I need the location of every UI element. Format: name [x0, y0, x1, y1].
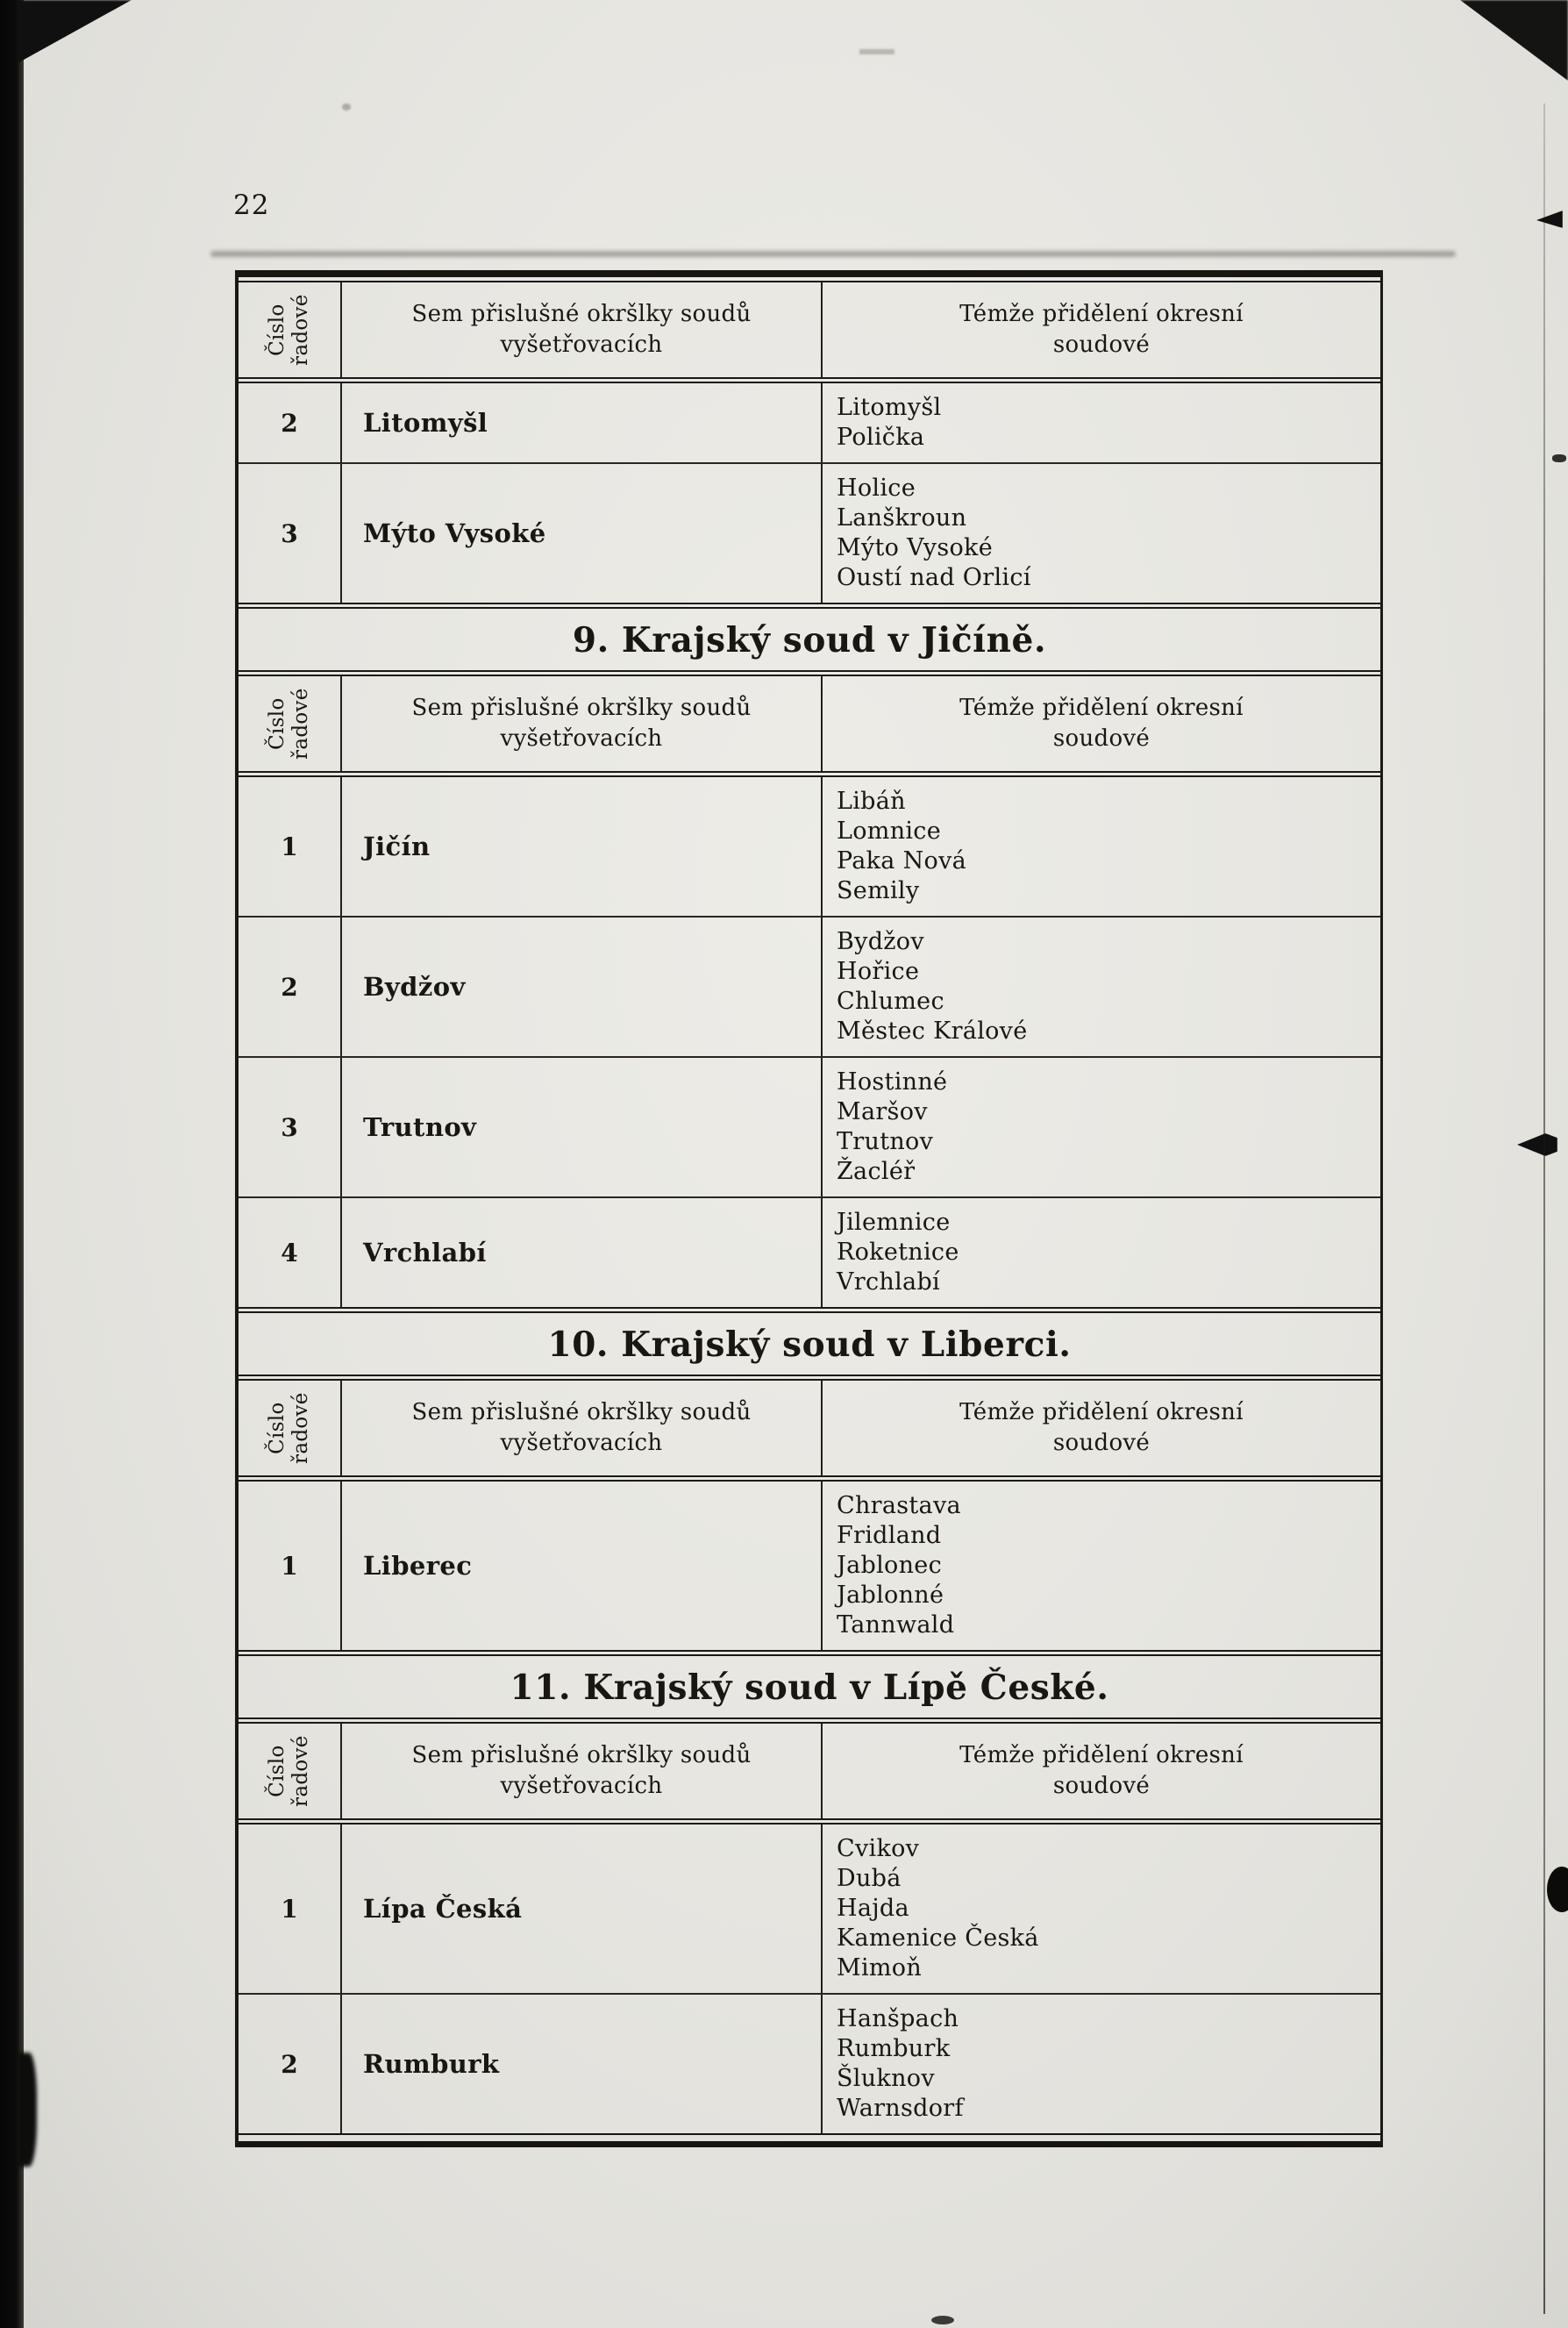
table-body [239, 282, 1380, 2133]
scan-mark-bottom [931, 2316, 954, 2324]
row-number: 2 [239, 383, 342, 462]
court-table [235, 270, 1383, 2147]
scan-corner-top-left [18, 0, 132, 63]
district-name: Hajda [837, 1895, 909, 1922]
district-name: Lomnice [837, 818, 942, 845]
scan-edge-blot [18, 2053, 37, 2167]
court-name: Rumburk [342, 1995, 823, 2133]
district-name: Hořice [837, 958, 920, 985]
header-col-districts [823, 282, 1380, 377]
row-number: 3 [239, 464, 342, 603]
district-name: Lanškroun [837, 504, 967, 532]
district-name: Bydžov [837, 928, 924, 955]
scan-mark-right-2 [1552, 454, 1566, 462]
scan-mark-right-1 [1536, 211, 1563, 228]
district-name: Fridland [837, 1522, 942, 1549]
header-col-number [239, 1724, 342, 1818]
table-row [239, 383, 1380, 464]
district-name: Chrastava [837, 1492, 961, 1519]
district-name: Warnsdorf [837, 2095, 964, 2122]
district-name: Cvikov [837, 1835, 920, 1862]
scan-corner-top-right [1436, 0, 1568, 81]
scan-speck-2 [342, 104, 351, 111]
header-col-courts [342, 1381, 823, 1475]
table-row [239, 1995, 1380, 2133]
section-title: 9. Krajský soud v Jičíně. [239, 603, 1380, 676]
row-number: 1 [239, 1825, 342, 1993]
header-col-courts-label: Sem přislušné okršlky soudů vyšetřovacích [411, 694, 752, 752]
district-list [823, 1482, 1380, 1650]
district-name: Litomyšl [837, 394, 942, 421]
header-col-number [239, 282, 342, 377]
header-col-districts [823, 1381, 1380, 1475]
district-name: Jilemnice [837, 1209, 951, 1236]
district-list [823, 383, 1380, 462]
page-fold-line [1543, 104, 1545, 2314]
district-name: Holice [837, 475, 916, 502]
table-row [239, 1825, 1380, 1995]
header-col-districts [823, 1724, 1380, 1818]
district-name: Šluknov [837, 2065, 935, 2092]
district-name: Maršov [837, 1098, 928, 1125]
court-name: Lípa Česká [342, 1825, 823, 1993]
district-list [823, 918, 1380, 1056]
district-name: Městec Králové [837, 1018, 1028, 1045]
row-number: 2 [239, 1995, 342, 2133]
header-col-number-label: Číslo řadové [265, 294, 312, 366]
district-name: Jablonec [837, 1552, 942, 1579]
header-col-districts [823, 676, 1380, 771]
district-list [823, 777, 1380, 916]
page-number: 22 [233, 189, 270, 221]
court-name: Liberec [342, 1482, 823, 1650]
district-name: Žacléř [837, 1158, 916, 1185]
district-list [823, 1198, 1380, 1307]
header-col-districts-label: Témže přidělení okresní soudové [959, 1741, 1244, 1799]
district-name: Hanšpach [837, 2005, 959, 2032]
district-name: Chlumec [837, 988, 944, 1015]
header-col-number-label: Číslo řadové [265, 688, 312, 760]
district-name: Vrchlabí [837, 1268, 940, 1296]
table-row [239, 918, 1380, 1058]
district-name: Polička [837, 424, 925, 451]
section-title: 10. Krajský soud v Liberci. [239, 1307, 1380, 1381]
header-col-courts [342, 676, 823, 771]
scan-speck-1 [859, 49, 894, 54]
header-col-number-label: Číslo řadové [265, 1735, 312, 1807]
court-name: Trutnov [342, 1058, 823, 1196]
header-col-courts [342, 282, 823, 377]
header-col-number [239, 676, 342, 771]
scan-smear [210, 251, 1456, 257]
row-number: 4 [239, 1198, 342, 1307]
district-list [823, 1995, 1380, 2133]
row-number: 2 [239, 918, 342, 1056]
court-name: Vrchlabí [342, 1198, 823, 1307]
header-col-number [239, 1381, 342, 1475]
district-name: Jablonné [837, 1582, 944, 1609]
court-name: Mýto Vysoké [342, 464, 823, 603]
district-name: Trutnov [837, 1128, 934, 1155]
district-name: Mimoň [837, 1954, 923, 1982]
district-name: Paka Nová [837, 847, 967, 875]
scan-edge-left [0, 0, 24, 2328]
district-name: Hostinné [837, 1068, 948, 1096]
table-header-row [239, 282, 1380, 383]
header-col-courts-label: Sem přislušné okršlky soudů vyšetřovacích [411, 300, 752, 358]
row-number: 1 [239, 1482, 342, 1650]
table-top-rule [239, 270, 1380, 282]
header-col-courts-label: Sem přislušné okršlky soudů vyšetřovacích [411, 1741, 752, 1799]
header-col-districts-label: Témže přidělení okresní soudové [959, 1398, 1244, 1456]
table-row [239, 1482, 1380, 1650]
header-col-courts-label: Sem přislušné okršlky soudů vyšetřovacích [411, 1398, 752, 1456]
district-name: Dubá [837, 1865, 902, 1892]
district-name: Mýto Vysoké [837, 534, 993, 561]
table-header-row [239, 676, 1380, 777]
table-row [239, 777, 1380, 918]
district-name: Kamenice Česká [837, 1925, 1039, 1952]
court-name: Bydžov [342, 918, 823, 1056]
header-col-districts-label: Témže přidělení okresní soudové [959, 694, 1244, 752]
district-name: Roketnice [837, 1239, 959, 1266]
district-list [823, 1058, 1380, 1196]
district-name: Semily [837, 877, 920, 904]
table-bottom-rule [239, 2133, 1380, 2147]
table-row [239, 1058, 1380, 1198]
header-col-number-label: Číslo řadové [265, 1392, 312, 1464]
table-header-row [239, 1724, 1380, 1825]
court-name: Jičín [342, 777, 823, 916]
table-header-row [239, 1381, 1380, 1482]
scan-mark-right-4 [1547, 1867, 1568, 1912]
table-row [239, 464, 1380, 603]
scan-mark-right-3 [1517, 1133, 1557, 1156]
header-col-courts [342, 1724, 823, 1818]
district-name: Rumburk [837, 2035, 951, 2062]
section-title: 11. Krajský soud v Lípě České. [239, 1650, 1380, 1724]
district-list [823, 1825, 1380, 1993]
header-col-districts-label: Témže přidělení okresní soudové [959, 300, 1244, 358]
court-name: Litomyšl [342, 383, 823, 462]
district-name: Libáň [837, 788, 906, 815]
district-list [823, 464, 1380, 603]
table-row [239, 1198, 1380, 1307]
row-number: 3 [239, 1058, 342, 1196]
row-number: 1 [239, 777, 342, 916]
district-name: Tannwald [837, 1611, 955, 1639]
district-name: Oustí nad Orlicí [837, 564, 1031, 591]
